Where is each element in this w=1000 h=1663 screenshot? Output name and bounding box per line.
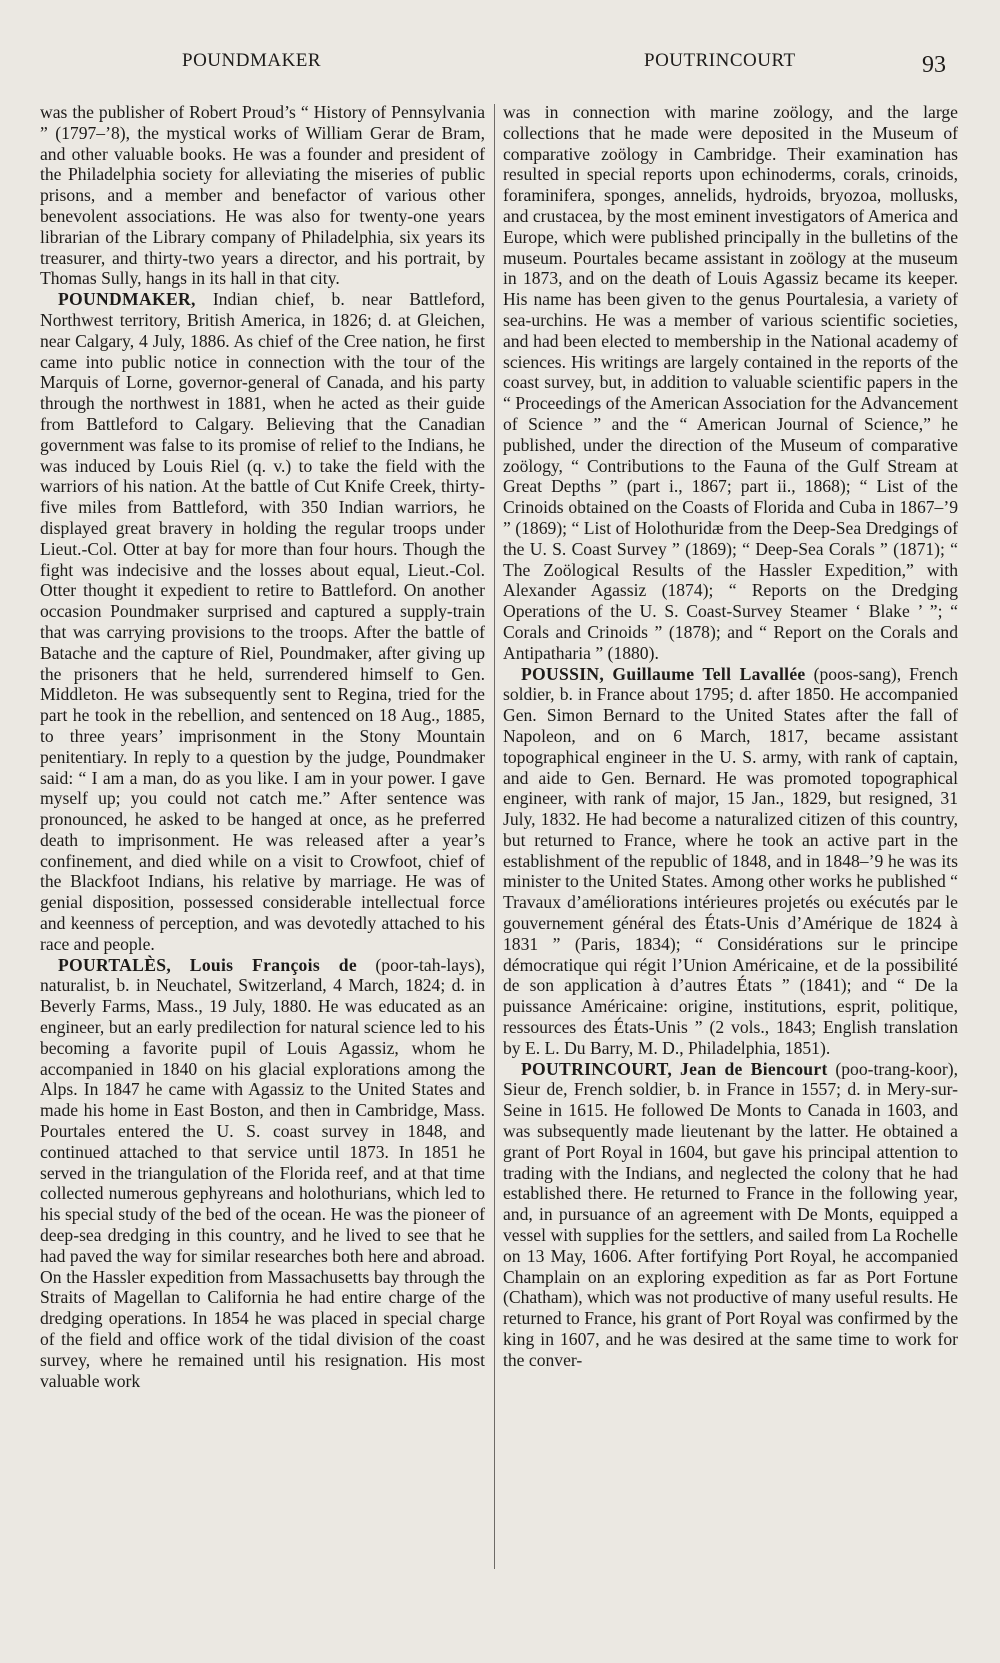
entry-poutrincourt-text: (poo-trang-koor), Sieur de, French soldier, b. in France in 1557; d. in Mery-sur-Seine in 1615. He followed De Monts to Canada in 1603, and was subsequently made lieutenant by the latter. He obtained a grant of Port Royal in 1604, but gave his principal attention to trading with the Indians, and neglected the colony that he had established there. He returned to France in the following year, and, in pursuance of an agreement with De Monts, equipped a vessel with supplies for the settlers, and sailed from La Rochelle on 13 May, 1606. After fortifying Port Royal, he accompanied Champlain on an exploring expedition as far as Port Fortune (Chatham), which was not productive of many useful results. He returned to France, his grant of Port Royal was confirmed by the king in 1607, and he was desired at the same time to work for the conver- [503, 1058, 958, 1370]
entry-poutrincourt [503, 1059, 958, 1371]
running-head [0, 50, 1000, 84]
right-column [503, 102, 958, 1572]
entry-pourtales-text: (poor-tah-lays), naturalist, b. in Neuchatel, Switzerland, 4 March, 1824; d. in Beverly Farms, Mass., 19 July, 1880. He was educated as an engineer, but an early predilection for natural science led to his becoming a favorite pupil of Louis Agassiz, whom he accompanied in 1840 on his glacial explorations among the Alps. In 1847 he came with Agassiz to the United States and made his home in East Boston, and then in Cambridge, Mass. Pourtales entered the U. S. coast survey in 1848, and continued attached to that service until 1873. In 1851 he served in the triangulation of the Florida reef, and at that time collected numerous gephyreans and holothurians, which led to his special study of the bed of the ocean. He was the pioneer of deep-sea dredging in this country, and he lived to see that he had paved the way for similar researches both here and abroad. On the Hassler expedition from Massachusetts bay through the Straits of Magellan to California he had entire charge of the dredging operations. In 1854 he was placed in special charge of the field and office work of the tidal division of the coast survey, where he remained until his resignation. His most valuable work [40, 954, 485, 1391]
headword-poundmaker: POUNDMAKER, [58, 289, 196, 310]
running-head-right: POUTRINCOURT [644, 50, 796, 71]
continued-entry-text-right: was in connection with marine zoölogy, and the large collections that he made were deposited in the Museum of comparative zoölogy in Cambridge. Their examination has resulted in special reports upon echinoderms, corals, crinoids, foraminifera, sponges, annelids, hydroids, bryozoa, mollusks, and crustacea, by the most eminent investigators of America and Europe, which were published principally in the bulletins of the museum. Pourtales became assistant in zoölogy at the museum in 1873, and on the death of Louis Agassiz became its keeper. His name has been given to the genus Pourtalesia, a variety of sea-urchins. He was a member of various scientific societies, and had been elected to membership in the National academy of sciences. His writings are largely contained in the reports of the coast survey, but, in addition to valuable scientific papers in the “ Proceedings of the American Association for the Advancement of Science ” and the “ American Journal of Science,” he published, under the direction of the Museum of comparative zoölogy, “ Contributions to the Fauna of the Gulf Stream at Great Depths ” (part i., 1867; part ii., 1868); “ List of the Crinoids obtained on the Coasts of Florida and Cuba in 1867–’9 ” (1869); “ List of Holothuridæ from the Deep-Sea Dredgings of the U. S. Coast Survey ” (1869); “ Deep-Sea Corals ” (1871); “ The Zoölogical Results of the Hassler Expedition,” with Alexander Agassiz (1874); “ Reports on the Dredging Operations of the U. S. Coast-Survey Steamer ‘ Blake ’ ”; “ Corals and Crinoids ” (1878); and “ Report on the Corals and Antipatharia ” (1880). [503, 102, 958, 663]
entry-poundmaker-text: Indian chief, b. near Battleford, Northwest territory, British America, in 1826; d. at Gleichen, near Calgary, 4 July, 1886. As chief of the Cree nation, he first came into public notice in connection with the tour of the Marquis of Lorne, governor-general of Canada, and his party through the northwest in 1881, when he acted as their guide from Battleford to Calgary. Believing that the Canadian government was false to its promise of relief to the Indians, he was induced by Louis Riel (q. v.) to take the field with the warriors of his nation. At the battle of Cut Knife Creek, thirty-five miles from Battleford, with 350 Indian warriors, he displayed great bravery in holding the regular troops under Lieut.-Col. Otter at bay for more than four hours. Though the fight was indecisive and the losses about equal, Lieut.-Col. Otter thought it expedient to retire to Battleford. On another occasion Poundmaker surprised and captured a supply-train that was carrying provisions to the troops. After the battle of Batache and the capture of Riel, Poundmaker, after giving up the prisoners that he held, surrendered himself to Gen. Middleton. He was subsequently sent to Regina, tried for the part he took in the rebellion, and sentenced on 18 Aug., 1885, to three years’ imprisonment in the Stony Mountain penitentiary. In reply to a question by the judge, Poundmaker said: “ I am a man, do as you like. I am in your power. I gave myself up; you could not catch me.” After sentence was pronounced, he asked to be hanged at once, as he preferred death to imprisonment. He was released after a year’s confinement, and died while on a visit to Crowfoot, chief of the Blackfoot Indians, his relative by marriage. He was of genial disposition, possessed considerable intellectual force and keenness of perception, and was devotedly attached to his race and people. [40, 289, 485, 954]
entry-poundmaker [40, 289, 485, 955]
page-number: 93 [922, 52, 946, 78]
entry-pourtales [40, 955, 485, 1392]
running-head-left: POUNDMAKER [182, 50, 322, 71]
headword-poussin: POUSSIN, Guillaume Tell Lavallée [521, 663, 806, 684]
entry-poussin-text: (poos-sang), French soldier, b. in France about 1795; d. after 1850. He accompanied Gen. Simon Bernard to the United States after the fall of Napoleon, and on 6 March, 1817, became assistant topographical engineer in the U. S. army, with rank of captain, and aide to Gen. Bernard. He was promoted topographical engineer, with rank of major, 15 Jan., 1829, but resigned, 31 July, 1832. He had become a naturalized citizen of this country, but returned to France, where he took an active part in the establishment of the republic of 1848, and in 1848–’9 he was its minister to the United States. Among other works he published “ Travaux d’améliorations intérieures projetés ou exécutés par le gouvernement général des États-Unis d’Amérique de 1824 à 1831 ” (Paris, 1834); “ Considérations sur le principe démocratique qui régit l’Union Américaine, et de la possibilité de son application à d’autres États ” (1841); and “ De la puissance Américaine: origine, institutions, esprit, politique, ressources des États-Unis ” (2 vols., 1843; English translation by E. L. Du Barry, M. D., Philadelphia, 1851). [503, 663, 958, 1058]
left-column [40, 102, 485, 1572]
headword-poutrincourt: POUTRINCOURT, Jean de Biencourt [521, 1058, 828, 1079]
continued-entry-text: was the publisher of Robert Proud’s “ History of Pennsylvania ” (1797–’8), the mystical works of William Gerar de Bram, and other valuable books. He was a founder and president of the Philadelphia society for alleviating the miseries of public prisons, and a member and benefactor of various other benevolent associations. He was also for twenty-one years librarian of the Library company of Philadelphia, six years its treasurer, and thirty-two years a director, and his portrait, by Thomas Sully, hangs in its hall in that city. [40, 102, 485, 289]
column-divider [494, 104, 495, 1569]
entry-poussin [503, 664, 958, 1059]
headword-pourtales: POURTALÈS, Louis François de [58, 954, 357, 975]
